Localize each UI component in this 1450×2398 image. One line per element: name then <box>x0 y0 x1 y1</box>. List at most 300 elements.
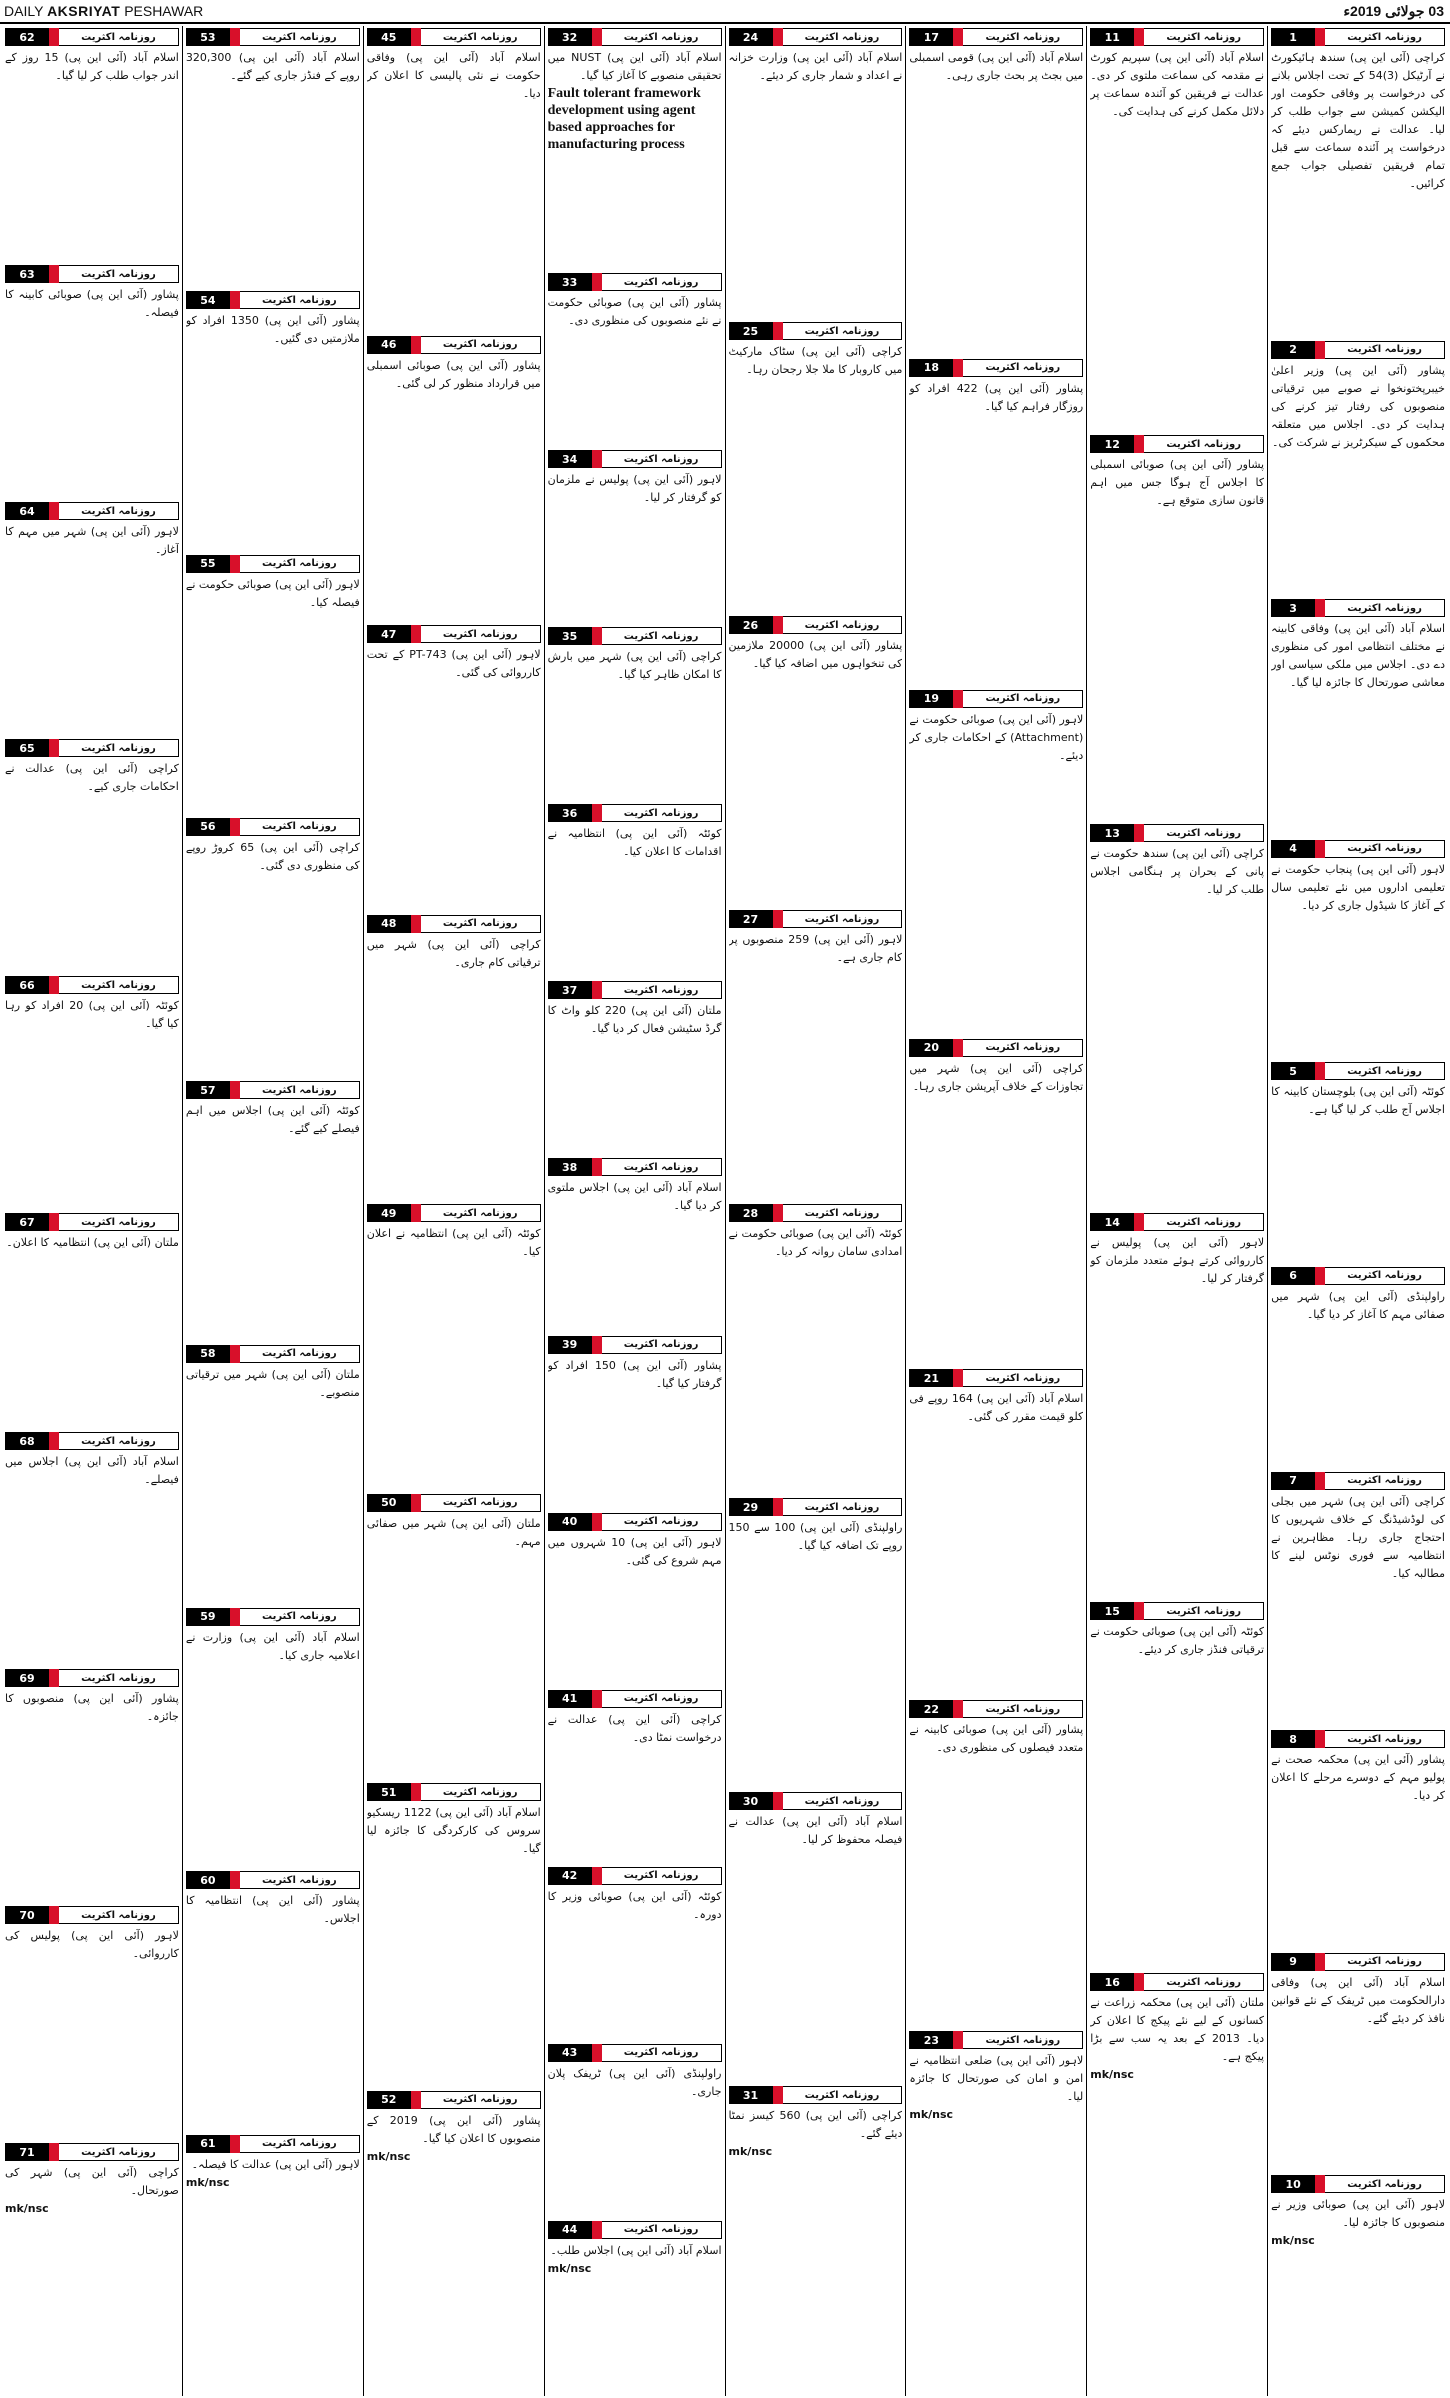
item-header <box>186 1345 360 1363</box>
item-label: روزنامہ اکثریت <box>1144 28 1264 46</box>
item-label: روزنامہ اکثریت <box>963 359 1083 377</box>
item-number: 52 <box>367 2091 411 2109</box>
item-header <box>5 739 179 757</box>
red-marker <box>592 450 602 468</box>
item-header <box>1271 1267 1445 1285</box>
item-label: روزنامہ اکثریت <box>1325 1953 1445 1971</box>
item-label: روزنامہ اکثریت <box>240 2135 360 2153</box>
classified-item <box>186 1869 360 2128</box>
item-label: روزنامہ اکثریت <box>1325 840 1445 858</box>
paper-brand <box>0 3 203 19</box>
item-number: 16 <box>1090 1973 1134 1991</box>
item-header <box>909 1039 1083 1057</box>
issue-date: 03 جولائی 2019ء <box>1343 2 1444 19</box>
item-header <box>5 1669 179 1687</box>
item-number: 35 <box>548 627 592 645</box>
classified-item <box>186 553 360 812</box>
item-label: روزنامہ اکثریت <box>783 910 903 928</box>
red-marker <box>230 1608 240 1626</box>
item-label: روزنامہ اکثریت <box>602 627 722 645</box>
red-marker <box>49 265 59 283</box>
classified-item <box>186 26 360 285</box>
classified-item <box>548 2219 722 2392</box>
item-text: اسلام آباد (آئی این پی) سپریم کورٹ نے مقدمہ کی سماعت ملتوی کر دی۔ عدالت نے فریقین کو آئندہ سماعت پر دلائل مکمل کرنے کی ہدایت کی۔ <box>1090 51 1265 118</box>
item-text: پشاور (آئی این پی) 2019 کے منصوبوں کا اعلان کیا گیا۔ <box>366 2113 541 2145</box>
item-number: 26 <box>729 616 773 634</box>
classified-item <box>186 816 360 1075</box>
classified-item <box>5 500 179 733</box>
item-header <box>186 291 360 309</box>
item-text: اسلام آباد (آئی این پی) قومی اسمبلی میں بجٹ پر بحث جاری رہی۔ <box>909 51 1084 82</box>
item-header <box>186 1871 360 1889</box>
red-marker <box>230 2135 240 2153</box>
classified-item <box>367 1781 541 2085</box>
classified-item <box>367 623 541 909</box>
item-number: 55 <box>186 555 230 573</box>
item-label: روزنامہ اکثریت <box>783 1792 903 1810</box>
classified-item <box>1090 1211 1264 1596</box>
item-header <box>909 28 1083 46</box>
item-number: 54 <box>186 291 230 309</box>
item-text: اسلام آباد (آئی این پی) وفاقی حکومت نے نئی پالیسی کا اعلان کر دیا۔ <box>366 51 541 100</box>
item-label: روزنامہ اکثریت <box>59 1432 179 1450</box>
item-text: پشاور (آئی این پی) 150 افراد کو گرفتار کیا گیا۔ <box>547 1358 722 1390</box>
item-number: 9 <box>1271 1953 1315 1971</box>
item-label: روزنامہ اکثریت <box>783 2086 903 2104</box>
classified-item <box>909 26 1083 353</box>
item-number: 2 <box>1271 341 1315 359</box>
item-number: 25 <box>729 322 773 340</box>
red-marker <box>773 1204 783 1222</box>
item-header <box>367 1494 541 1512</box>
red-marker <box>773 28 783 46</box>
item-number: 64 <box>5 502 49 520</box>
red-marker <box>230 555 240 573</box>
red-marker <box>1315 28 1325 46</box>
classified-item <box>5 1211 179 1426</box>
red-marker <box>773 910 783 928</box>
item-label: روزنامہ اکثریت <box>59 1213 179 1231</box>
item-label: روزنامہ اکثریت <box>1144 1973 1264 1991</box>
red-marker <box>592 28 602 46</box>
red-marker <box>230 291 240 309</box>
red-marker <box>1315 599 1325 617</box>
item-number: 12 <box>1090 435 1134 453</box>
item-label: روزنامہ اکثریت <box>421 2091 541 2109</box>
classified-item <box>367 1202 541 1488</box>
item-number: 65 <box>5 739 49 757</box>
item-number: 8 <box>1271 1730 1315 1748</box>
red-marker <box>592 1867 602 1885</box>
classified-item <box>909 357 1083 684</box>
column <box>905 26 1086 2396</box>
item-text: کراچی (آئی این پی) شہر میں تجاوزات کے خلاف آپریشن جاری رہا۔ <box>909 1061 1084 1093</box>
classified-item <box>5 737 179 970</box>
item-label: روزنامہ اکثریت <box>602 981 722 999</box>
item-number: 33 <box>548 273 592 291</box>
item-text: کوئٹہ (آئی این پی) انتظامیہ نے اعلان کیا۔ <box>366 1227 541 1258</box>
red-marker <box>49 1669 59 1687</box>
classified-item <box>548 1334 722 1507</box>
item-label: روزنامہ اکثریت <box>963 28 1083 46</box>
item-text: لاہور (آئی این پی) صوبائی حکومت نے فیصلہ کیا۔ <box>185 577 360 609</box>
column <box>182 26 363 2396</box>
item-label: روزنامہ اکثریت <box>1325 599 1445 617</box>
item-number: 19 <box>909 690 953 708</box>
item-text: کراچی (آئی این پی) سندھ حکومت نے پانی کے بحران پر ہنگامی اجلاس طلب کر لیا۔ <box>1090 847 1265 896</box>
classified-item <box>367 913 541 1199</box>
red-marker <box>230 1345 240 1363</box>
item-label: روزنامہ اکثریت <box>1325 1062 1445 1080</box>
item-header <box>548 1690 722 1708</box>
classified-item <box>1271 1728 1445 1947</box>
classified-item <box>548 2042 722 2215</box>
red-marker <box>953 28 963 46</box>
item-number: 68 <box>5 1432 49 1450</box>
item-header <box>548 28 722 46</box>
red-marker <box>1134 824 1144 842</box>
item-text: پشاور (آئی این پی) 20000 ملازمین کی تنخواہوں میں اضافہ کیا گیا۔ <box>728 639 903 670</box>
item-header <box>729 1498 903 1516</box>
classified-item <box>5 974 179 1207</box>
red-marker <box>773 1792 783 1810</box>
red-marker <box>1315 1062 1325 1080</box>
item-number: 21 <box>909 1369 953 1387</box>
item-label: روزنامہ اکثریت <box>240 818 360 836</box>
item-text: کراچی (آئی این پی) عدالت نے درخواست نمٹا دی۔ <box>547 1712 722 1744</box>
item-header <box>548 627 722 645</box>
item-header <box>1090 824 1264 842</box>
item-text: اسلام آباد (آئی این پی) 164 روپے فی کلو قیمت مقرر کی گئی۔ <box>909 1392 1084 1424</box>
red-marker <box>592 1336 602 1354</box>
item-number: 20 <box>909 1039 953 1057</box>
item-header <box>367 2091 541 2109</box>
item-text: ملتان (آئی این پی) محکمہ زراعت نے کسانوں کے لیے نئے پیکج کا اعلان کر دیا۔ 2013 کے بعد یہ سب سے بڑا پیکج ہے۔ <box>1090 1996 1265 2063</box>
red-marker <box>1315 1953 1325 1971</box>
item-number: 57 <box>186 1081 230 1099</box>
item-text: اسلام آباد (آئی این پی) وفاقی کابینہ نے مختلف انتظامی امور کی منظوری دے دی۔ اجلاس میں ملکی سیاسی اور معاشی صورتحال کا جائزہ لیا گیا۔ <box>1271 622 1445 690</box>
item-number: 69 <box>5 1669 49 1687</box>
classified-item <box>729 1202 903 1492</box>
item-text: کوئٹہ (آئی این پی) صوبائی حکومت نے امدادی سامان روانہ کر دیا۔ <box>728 1227 903 1258</box>
item-label: روزنامہ اکثریت <box>783 1498 903 1516</box>
red-marker <box>411 1204 421 1222</box>
classified-item <box>1271 26 1445 335</box>
classified-item <box>1090 1971 1264 2392</box>
item-label: روزنامہ اکثریت <box>240 28 360 46</box>
item-label: روزنامہ اکثریت <box>240 1608 360 1626</box>
item-text: پشاور (آئی این پی) صوبائی حکومت نے نئے منصوبوں کی منظوری دی۔ <box>547 296 722 328</box>
signature: mk/nsc <box>5 2202 49 2215</box>
red-marker <box>592 804 602 822</box>
column <box>363 26 544 2396</box>
item-header <box>5 28 179 46</box>
red-marker <box>773 1498 783 1516</box>
item-header <box>1090 28 1264 46</box>
item-header <box>1090 1602 1264 1620</box>
classified-item <box>729 1496 903 1786</box>
item-number: 36 <box>548 804 592 822</box>
signature: mk/nsc <box>909 2108 954 2122</box>
item-header <box>548 1336 722 1354</box>
item-text: لاہور (آئی این پی) 10 شہروں میں مہم شروع کی گئی۔ <box>547 1535 722 1567</box>
classified-item <box>909 1037 1083 1364</box>
signature: mk/nsc <box>185 2175 230 2189</box>
item-label: روزنامہ اکثریت <box>602 1158 722 1176</box>
item-header <box>186 2135 360 2153</box>
item-text: کراچی (آئی این پی) شہر کی صورتحال۔ <box>5 2166 179 2197</box>
red-marker <box>953 1039 963 1057</box>
item-header <box>367 1783 541 1801</box>
item-text: اسلام آباد (آئی این پی) 320,300 روپے کے فنڈز جاری کیے گئے۔ <box>185 51 360 82</box>
item-header <box>5 1432 179 1450</box>
classified-item <box>186 1079 360 1338</box>
red-marker <box>411 336 421 354</box>
item-label: روزنامہ اکثریت <box>963 1700 1083 1718</box>
item-text: پشاور (آئی این پی) صوبائی کابینہ نے متعدد فیصلوں کی منظوری دی۔ <box>909 1723 1084 1755</box>
classified-item <box>729 908 903 1198</box>
classified-item <box>729 26 903 316</box>
item-number: 61 <box>186 2135 230 2153</box>
item-text: راولپنڈی (آئی این پی) 100 سے 150 روپے تک اضافہ کیا گیا۔ <box>728 1521 903 1552</box>
item-header <box>909 690 1083 708</box>
item-text: لاہور (آئی این پی) صوبائی حکومت نے (Attachment) کے احکامات جاری کر دیئے۔ <box>909 712 1084 762</box>
item-number: 60 <box>186 1871 230 1889</box>
red-marker <box>49 1432 59 1450</box>
classified-item <box>367 2089 541 2393</box>
classified-item <box>1271 1951 1445 2170</box>
classified-item <box>1090 433 1264 818</box>
red-marker <box>49 28 59 46</box>
item-text: لاہور (آئی این پی) پنجاب حکومت نے تعلیمی اداروں میں نئے تعلیمی سال کے آغاز کا شیڈول جاری کر دیا۔ <box>1271 862 1445 912</box>
item-number: 27 <box>729 910 773 928</box>
item-header <box>1271 1953 1445 1971</box>
column <box>725 26 906 2396</box>
item-label: روزنامہ اکثریت <box>240 1871 360 1889</box>
item-text: لاہور (آئی این پی) پولیس نے کارروائی کرتے ہوئے متعدد ملزمان کو گرفتار کر لیا۔ <box>1090 1236 1265 1285</box>
classified-item <box>5 263 179 496</box>
item-text: پشاور (آئی این پی) 1350 افراد کو ملازمتیں دی گئیں۔ <box>185 314 360 346</box>
item-text: ملتان (آئی این پی) انتظامیہ کا اعلان۔ <box>6 1236 179 1249</box>
classified-item <box>909 688 1083 1033</box>
classified-item <box>548 271 722 444</box>
column <box>544 26 725 2396</box>
item-text: اسلام آباد (آئی این پی) NUST میں تحقیقی منصوبے کا آغاز کیا گیا۔ <box>547 51 722 82</box>
classified-item <box>367 1492 541 1778</box>
item-header <box>186 28 360 46</box>
item-text: پشاور (آئی این پی) انتظامیہ کا اجلاس۔ <box>185 1894 360 1926</box>
item-number: 56 <box>186 818 230 836</box>
item-label: روزنامہ اکثریت <box>602 450 722 468</box>
item-text: کوئٹہ (آئی این پی) صوبائی وزیر کا دورہ۔ <box>547 1889 722 1921</box>
item-label: روزنامہ اکثریت <box>783 322 903 340</box>
item-text: کوئٹہ (آئی این پی) انتظامیہ نے اقدامات کا اعلان کیا۔ <box>547 827 722 859</box>
item-text: راولپنڈی (آئی این پی) شہر میں صفائی مہم کا آغاز کر دیا گیا۔ <box>1271 1289 1445 1321</box>
item-header <box>1090 1213 1264 1231</box>
red-marker <box>1315 2175 1325 2193</box>
item-header <box>186 1608 360 1626</box>
item-label: روزنامہ اکثریت <box>1325 1267 1445 1285</box>
classified-item <box>5 1904 179 2137</box>
item-header <box>548 1513 722 1531</box>
item-number: 44 <box>548 2221 592 2239</box>
classified-item <box>1271 838 1445 1057</box>
item-text: اسلام آباد (آئی این پی) وزارت خزانہ نے اعداد و شمار جاری کر دیئے۔ <box>728 51 903 82</box>
item-label: روزنامہ اکثریت <box>59 265 179 283</box>
classified-item <box>1271 1060 1445 1261</box>
item-text: لاہور (آئی این پی) 259 منصوبوں پر کام جاری ہے۔ <box>728 933 903 964</box>
signature: mk/nsc <box>1090 2068 1134 2081</box>
column <box>1086 26 1267 2396</box>
item-header <box>1271 1730 1445 1748</box>
item-text: اسلام آباد (آئی این پی) 15 روز کے اندر جواب طلب کر لیا گیا۔ <box>5 51 179 82</box>
classified-item <box>1271 597 1445 834</box>
item-header <box>909 1369 1083 1387</box>
classified-item <box>548 1688 722 1861</box>
red-marker <box>49 1213 59 1231</box>
red-marker <box>1315 1730 1325 1748</box>
item-label: روزنامہ اکثریت <box>783 616 903 634</box>
item-label: روزنامہ اکثریت <box>1144 1213 1264 1231</box>
signature: mk/nsc <box>1271 2234 1315 2248</box>
item-header <box>1271 1062 1445 1080</box>
item-label: روزنامہ اکثریت <box>963 690 1083 708</box>
red-marker <box>773 2086 783 2104</box>
classified-item <box>5 1430 179 1663</box>
item-text: کراچی (آئی این پی) 65 کروڑ روپے کی منظوری دی گئی۔ <box>185 840 360 872</box>
item-header <box>367 915 541 933</box>
item-text: کوئٹہ (آئی این پی) صوبائی حکومت نے ترقیاتی فنڈز جاری کر دیئے۔ <box>1090 1625 1265 1656</box>
classified-item <box>729 2084 903 2392</box>
item-header <box>909 2031 1083 2049</box>
item-label: روزنامہ اکثریت <box>240 1081 360 1099</box>
item-header <box>5 1906 179 1924</box>
item-label: روزنامہ اکثریت <box>240 291 360 309</box>
classified-item <box>548 802 722 975</box>
item-number: 50 <box>367 1494 411 1512</box>
item-label: روزنامہ اکثریت <box>963 1039 1083 1057</box>
item-number: 34 <box>548 450 592 468</box>
item-header <box>548 2221 722 2239</box>
item-text: پشاور (آئی این پی) صوبائی اسمبلی میں قرارداد منظور کر لی گئی۔ <box>366 358 541 390</box>
item-label: روزنامہ اکثریت <box>602 2221 722 2239</box>
item-text: پشاور (آئی این پی) محکمہ صحت نے پولیو مہم کے دوسرے مرحلے کا اعلان کر دیا۔ <box>1271 1753 1445 1803</box>
item-number: 18 <box>909 359 953 377</box>
red-marker <box>411 28 421 46</box>
item-label: روزنامہ اکثریت <box>421 915 541 933</box>
item-header <box>186 1081 360 1099</box>
item-number: 29 <box>729 1498 773 1516</box>
red-marker <box>1134 1213 1144 1231</box>
item-label: روزنامہ اکثریت <box>602 804 722 822</box>
item-number: 41 <box>548 1690 592 1708</box>
item-header <box>729 910 903 928</box>
item-header <box>548 2044 722 2062</box>
item-label: روزنامہ اکثریت <box>421 625 541 643</box>
classified-item <box>5 2141 179 2392</box>
item-number: 51 <box>367 1783 411 1801</box>
classified-item <box>729 320 903 610</box>
red-marker <box>1315 341 1325 359</box>
item-header <box>548 981 722 999</box>
red-marker <box>953 690 963 708</box>
item-header <box>1271 28 1445 46</box>
classified-item <box>186 1343 360 1602</box>
item-label: روزنامہ اکثریت <box>59 502 179 520</box>
item-header <box>729 1792 903 1810</box>
red-marker <box>411 1494 421 1512</box>
item-number: 53 <box>186 28 230 46</box>
item-text: لاہور (آئی این پی) ضلعی انتظامیہ نے امن و امان کی صورتحال کا جائزہ لیا۔ <box>909 2054 1084 2104</box>
item-label: روزنامہ اکثریت <box>240 555 360 573</box>
red-marker <box>411 625 421 643</box>
item-number: 42 <box>548 1867 592 1885</box>
item-number: 7 <box>1271 1472 1315 1490</box>
classified-item <box>186 289 360 548</box>
red-marker <box>230 1081 240 1099</box>
item-text: پشاور (آئی این پی) صوبائی اسمبلی کا اجلاس آج ہوگا جس میں اہم قانون سازی متوقع ہے۔ <box>1090 458 1265 507</box>
signature: mk/nsc <box>547 2261 592 2275</box>
signature: mk/nsc <box>728 2145 773 2158</box>
city-label: PESHAWAR <box>124 3 204 19</box>
item-text: پشاور (آئی این پی) 422 افراد کو روزگار فراہم کیا گیا۔ <box>909 381 1084 413</box>
item-header <box>367 336 541 354</box>
red-marker <box>592 627 602 645</box>
item-label: روزنامہ اکثریت <box>783 28 903 46</box>
item-number: 67 <box>5 1213 49 1231</box>
item-header <box>1090 1973 1264 1991</box>
item-label: روزنامہ اکثریت <box>1325 1730 1445 1748</box>
red-marker <box>592 981 602 999</box>
item-text: اسلام آباد (آئی این پی) اجلاس ملتوی کر دیا گیا۔ <box>547 1181 722 1213</box>
item-number: 17 <box>909 28 953 46</box>
item-header <box>5 502 179 520</box>
red-marker <box>411 2091 421 2109</box>
item-header <box>1090 435 1264 453</box>
red-marker <box>49 1906 59 1924</box>
item-label: روزنامہ اکثریت <box>1325 2175 1445 2193</box>
item-header <box>5 2143 179 2161</box>
item-number: 31 <box>729 2086 773 2104</box>
item-label: روزنامہ اکثریت <box>59 1669 179 1687</box>
classified-item <box>548 1156 722 1329</box>
classified-item <box>186 1606 360 1865</box>
item-number: 23 <box>909 2031 953 2049</box>
item-header <box>367 1204 541 1222</box>
item-label: روزنامہ اکثریت <box>783 1204 903 1222</box>
classified-item <box>729 614 903 904</box>
item-text: اسلام آباد (آئی این پی) وزارت نے اعلامیہ جاری کیا۔ <box>185 1630 360 1662</box>
red-marker <box>411 915 421 933</box>
item-header <box>909 359 1083 377</box>
item-label: روزنامہ اکثریت <box>59 2143 179 2161</box>
red-marker <box>953 359 963 377</box>
item-header <box>186 555 360 573</box>
item-text: اسلام آباد (آئی این پی) عدالت نے فیصلہ محفوظ کر لیا۔ <box>728 1815 903 1846</box>
red-marker <box>953 2031 963 2049</box>
classified-item <box>1090 26 1264 429</box>
item-text: لاہور (آئی این پی) عدالت کا فیصلہ۔ <box>191 2157 360 2171</box>
item-number: 39 <box>548 1336 592 1354</box>
item-number: 71 <box>5 2143 49 2161</box>
column <box>1267 26 1448 2396</box>
red-marker <box>49 739 59 757</box>
classified-item <box>729 1790 903 2080</box>
item-header <box>5 1213 179 1231</box>
classified-item <box>1090 1600 1264 1967</box>
item-number: 15 <box>1090 1602 1134 1620</box>
item-text: اسلام آباد (آئی این پی) وفاقی دارالحکومت میں ٹریفک کے نئے قوانین نافذ کر دیئے گئے۔ <box>1271 1975 1445 2025</box>
